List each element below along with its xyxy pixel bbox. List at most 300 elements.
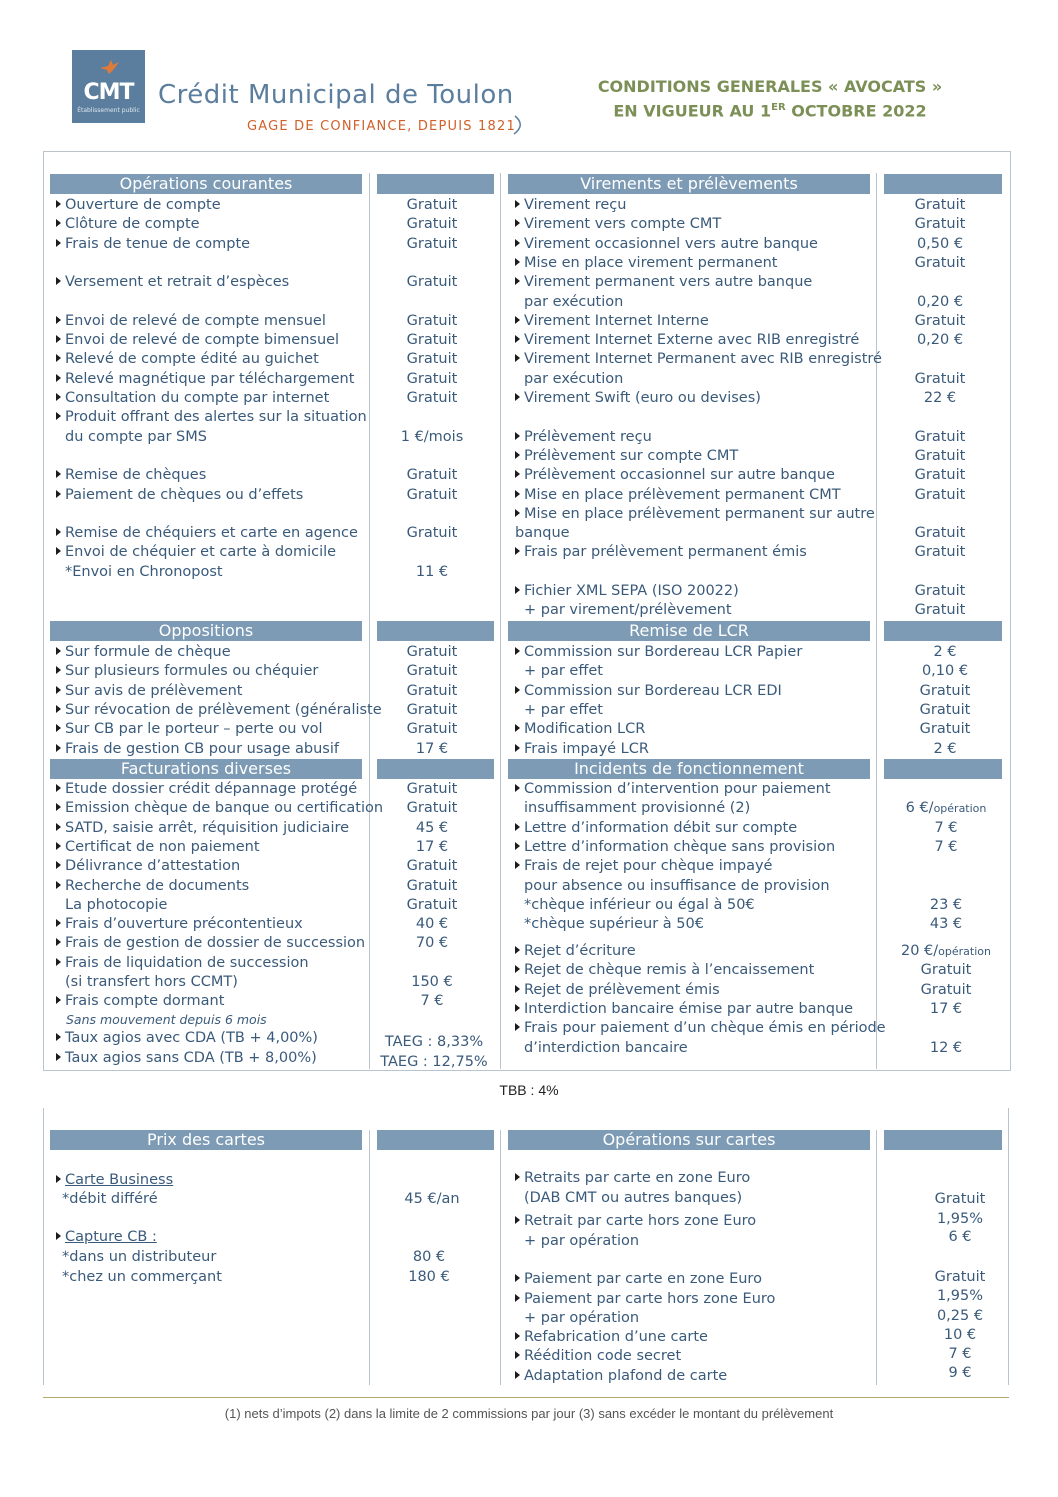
- arrow-icon: [515, 985, 520, 993]
- arrow-icon: [56, 354, 61, 362]
- card-op-label: [515, 1290, 775, 1309]
- fee-value-text: Gratuit: [406, 351, 458, 368]
- arrow-icon: [515, 258, 520, 266]
- arrow-icon: [515, 823, 520, 831]
- fee-label: [56, 992, 224, 1011]
- cmt-logo: [72, 50, 145, 123]
- capture-cb[interactable]: Capture CB :: [56, 1228, 157, 1247]
- fee-value-text: Gratuit: [406, 800, 458, 817]
- fee-label: [515, 273, 812, 292]
- fee-label-text: Commission sur Bordereau LCR Papier: [524, 644, 803, 660]
- fee-value-text: 45 €: [415, 819, 449, 836]
- fee-label-text: Frais de tenue de compte: [65, 235, 251, 252]
- fee-value: [884, 428, 996, 447]
- fee-value-text: Gratuit: [919, 721, 971, 738]
- fee-value: [884, 1000, 1008, 1019]
- fee-value: [377, 486, 487, 505]
- fee-label: [515, 215, 721, 234]
- fee-value: [884, 254, 996, 273]
- footnote: (1) nets d’impots (2) dans la limite de 2 commissions par jour (3) sans excéder le montant du prélèvement: [224, 1406, 834, 1421]
- fee-value: [377, 934, 487, 953]
- fee-label: [56, 915, 303, 934]
- fee-label: [515, 350, 882, 369]
- fee-label: [515, 740, 649, 759]
- arrow-icon: [56, 823, 61, 831]
- fee-value-text: Gratuit: [919, 701, 971, 718]
- fee-label-text: Certificat de non paiement: [65, 838, 260, 855]
- fee-label-text: Remise de chéquiers et carte en agence: [65, 525, 358, 542]
- arrow-icon: [515, 1371, 520, 1379]
- arrow-icon: [515, 784, 520, 792]
- arrow-icon: [56, 528, 61, 536]
- card-op-text: Paiement par carte en zone Euro: [524, 1271, 762, 1287]
- arrow-icon: [515, 470, 520, 478]
- arrow-icon: [515, 1216, 520, 1224]
- fee-label: [56, 370, 354, 389]
- brand-name: Crédit Municipal de Toulon: [158, 80, 514, 110]
- fee-value: [377, 370, 487, 389]
- fee-value-text: 0,50 €: [916, 235, 964, 252]
- fee-value: [377, 643, 487, 662]
- fee-label: [524, 877, 830, 896]
- fee-label-text: Virement Internet Externe avec RIB enregistré: [524, 332, 860, 349]
- fee-label: [56, 701, 382, 720]
- card-op-value: Gratuit: [934, 1191, 986, 1207]
- arrow-icon: [56, 219, 61, 227]
- arrow-icon: [56, 316, 61, 324]
- fee-value: [377, 877, 487, 896]
- swoosh-icon: [512, 114, 528, 136]
- fee-label: [56, 682, 243, 701]
- fee-label-text: Prélèvement reçu: [524, 428, 652, 445]
- fee-value-text: 7 €: [934, 819, 958, 836]
- arrow-icon: [56, 666, 61, 674]
- fee-label: [515, 486, 841, 505]
- fee-label: [515, 838, 835, 857]
- arrow-icon: [56, 374, 61, 382]
- section-remise-lcr: Remise de LCR: [508, 621, 870, 641]
- bird-icon: [98, 58, 120, 76]
- arrow-icon: [515, 647, 520, 655]
- fee-label: [56, 273, 289, 292]
- card-op-label: [515, 1367, 727, 1386]
- card-op-text: Refabrication d’une carte: [524, 1329, 708, 1345]
- fee-value-text: Gratuit: [406, 682, 458, 699]
- fee-label-text: Mise en place virement permanent: [524, 254, 778, 271]
- arrow-icon: [56, 1053, 61, 1061]
- fee-label: [65, 973, 238, 992]
- fee-value-text: Gratuit: [919, 682, 971, 699]
- section-facturations: Facturations diverses: [50, 759, 362, 779]
- section-operations-courantes: Opérations courantes: [50, 174, 362, 194]
- arrow-icon: [515, 1351, 520, 1359]
- conditions-line2: EN VIGUEUR AU 1ER OCTOBRE 2022: [613, 101, 927, 121]
- fee-label: [56, 780, 357, 799]
- tbb-rate: TBB : 4%: [499, 1082, 559, 1098]
- arrow-icon: [56, 547, 61, 555]
- fee-label-text: Lettre d’information débit sur compte: [524, 819, 798, 836]
- fee-label: [524, 370, 623, 389]
- fee-label: [524, 896, 755, 915]
- fee-value: [884, 799, 1008, 818]
- fee-label-text: Frais de rejet pour chèque impayé: [524, 858, 773, 875]
- fee-value-text: 0,10 €: [921, 663, 969, 680]
- fee-value: [377, 915, 487, 934]
- arrow-icon: [515, 724, 520, 732]
- fee-label-text: Frais impayé LCR: [524, 740, 649, 757]
- fee-value: [377, 838, 487, 857]
- fee-value: [884, 389, 996, 408]
- fee-value: [884, 662, 1006, 681]
- arrow-icon: [56, 724, 61, 732]
- fee-value: [377, 740, 487, 759]
- fee-label: [56, 215, 200, 234]
- fee-label-text: par exécution: [524, 370, 624, 387]
- fee-label: [56, 389, 329, 408]
- fee-label: [515, 524, 570, 543]
- fee-label-text: Délivrance d’attestation: [65, 858, 241, 875]
- fee-value: [884, 720, 1006, 739]
- fee-value: [377, 701, 487, 720]
- carte-business[interactable]: Carte Business: [56, 1171, 173, 1190]
- fee-label: [56, 838, 260, 857]
- fee-value-text: Gratuit: [406, 235, 458, 252]
- fee-label-text: Rejet de prélèvement émis: [524, 981, 720, 998]
- arrow-icon: [515, 1332, 520, 1340]
- fee-value-text: Gratuit: [406, 312, 458, 329]
- fee-label-text: SATD, saisie arrêt, réquisition judiciaire: [65, 819, 350, 836]
- fee-label-text: Commission d’intervention pour paiement: [524, 781, 831, 797]
- fee-label: [524, 662, 603, 681]
- fee-value: [884, 1039, 1008, 1058]
- fee-value-text: Gratuit: [406, 370, 458, 387]
- fee-label-text: + par effet: [524, 663, 603, 680]
- fee-value-text: Gratuit: [914, 583, 966, 599]
- fee-label-text: + par virement/prélèvement: [524, 602, 732, 619]
- fee-label-text: Frais pour paiement d’un chèque émis en période: [524, 1020, 886, 1037]
- fee-value-text: 40 €: [415, 916, 449, 933]
- fee-label-text: Sur avis de prélèvement: [65, 682, 243, 699]
- fee-value: [377, 428, 487, 447]
- fee-value: [884, 370, 996, 389]
- logo-subtitle: Établissement public: [77, 107, 140, 114]
- fee-value-text: 20 €/: [901, 943, 939, 959]
- fee-label: [515, 582, 739, 601]
- fee-label-text: Frais d’ouverture précontentieux: [65, 916, 303, 933]
- fee-value-text: Gratuit: [406, 332, 458, 349]
- arrow-icon: [56, 919, 61, 927]
- fee-label-text: Lettre d’information chèque sans provision: [524, 838, 836, 855]
- arrow-icon: [56, 881, 61, 889]
- fee-label: [515, 780, 831, 799]
- fee-label: [524, 293, 623, 312]
- section-virements: Virements et prélèvements: [508, 174, 870, 194]
- fee-label: [515, 643, 802, 662]
- fee-value: [884, 235, 996, 254]
- arrow-icon: [515, 842, 520, 850]
- fee-value-text: 7 €: [934, 838, 958, 855]
- section-oppositions: Oppositions: [50, 621, 362, 641]
- card-op-label: [524, 1232, 639, 1251]
- fee-label: [65, 563, 223, 582]
- fee-label-text: Ouverture de compte: [65, 197, 221, 213]
- fee-label: [56, 643, 231, 662]
- fee-label: [515, 389, 761, 408]
- fee-value: [377, 992, 487, 1011]
- fee-label: [56, 934, 365, 953]
- fee-label: [515, 466, 835, 485]
- fee-label: [515, 543, 807, 562]
- fee-label: [56, 662, 318, 681]
- fee-label-text: Recherche de documents: [65, 877, 250, 894]
- fee-value: [377, 215, 487, 234]
- fee-value-text: 2 €: [933, 644, 957, 660]
- arrow-icon: [515, 586, 520, 594]
- fee-label: [56, 486, 303, 505]
- capture-item-value: 180 €: [408, 1268, 450, 1285]
- section-incidents: Incidents de fonctionnement: [508, 759, 870, 779]
- fee-value: [884, 896, 1008, 915]
- fee-label: [56, 331, 339, 350]
- conditions-title: [570, 76, 970, 121]
- fee-value: [884, 643, 1006, 662]
- fee-label: [515, 720, 645, 739]
- arrow-icon: [515, 509, 520, 517]
- card-op-value: 1,95%: [936, 1211, 984, 1227]
- fee-label: [56, 857, 240, 876]
- dormant-note: Sans mouvement depuis 6 mois: [66, 1012, 267, 1027]
- fee-label-text: Virement permanent vers autre banque: [524, 274, 813, 291]
- fee-value-text: Gratuit: [406, 877, 458, 894]
- fee-label-text: Produit offrant des alertes sur la situation: [65, 409, 367, 426]
- fee-label-text: Modification LCR: [524, 721, 646, 738]
- fee-label-text: Virement Swift (euro ou devises): [524, 390, 761, 406]
- fee-value: [377, 819, 487, 838]
- tagline: GAGE DE CONFIANCE, DEPUIS 1821: [247, 119, 516, 134]
- agios-label-text: Taux agios sans CDA (TB + 8,00%): [65, 1050, 317, 1066]
- fee-label-text: Sur plusieurs formules ou chéquier: [65, 663, 319, 680]
- fee-label: [515, 1000, 853, 1019]
- agios-label: [56, 1029, 318, 1048]
- fee-label-text: Frais de gestion CB pour usage abusif: [65, 740, 339, 757]
- fee-value: [377, 799, 487, 818]
- fee-value-text: Gratuit: [914, 447, 966, 464]
- fee-label-text: Rejet d’écriture: [524, 943, 636, 959]
- fee-value-text: Gratuit: [914, 370, 966, 387]
- card-op-label: [524, 1309, 639, 1328]
- fee-value-text: 43 €: [929, 916, 963, 933]
- fee-label-text: Fichier XML SEPA (ISO 20022): [524, 583, 739, 599]
- fee-value: [884, 466, 996, 485]
- arrow-icon: [56, 842, 61, 850]
- fee-value: [884, 196, 996, 215]
- fee-label: [56, 954, 309, 973]
- fee-value-text: Gratuit: [406, 858, 458, 875]
- section-operations-cartes: Opérations sur cartes: [508, 1130, 870, 1150]
- fee-label-text: pour absence ou insuffisance de provision: [524, 877, 830, 894]
- fee-label: [56, 408, 367, 427]
- fee-value-text: Gratuit: [406, 701, 458, 718]
- fee-value: [377, 662, 487, 681]
- fee-label-text: Clôture de compte: [65, 216, 200, 233]
- arrow-icon: [56, 200, 61, 208]
- fee-label-text: Virement Internet Permanent avec RIB enregistré: [524, 351, 882, 368]
- fee-value: [884, 543, 996, 562]
- fee-label-text: *chèque supérieur à 50€: [524, 916, 704, 933]
- arrow-icon: [515, 1023, 520, 1031]
- fee-label-text: Versement et retrait d’espèces: [65, 274, 290, 291]
- fee-label-text: banque: [515, 525, 570, 542]
- fee-label: [515, 682, 782, 701]
- fee-label: [65, 896, 167, 915]
- fee-value-text: Gratuit: [914, 544, 966, 561]
- arrow-icon: [515, 219, 520, 227]
- fee-value-text: Gratuit: [406, 721, 458, 738]
- arrow-icon: [515, 1173, 520, 1181]
- card-op-label: [515, 1328, 708, 1347]
- fee-value-text: Gratuit: [914, 197, 966, 213]
- fee-value-text: 17 €: [415, 740, 449, 757]
- fee-label-text: du compte par SMS: [65, 428, 207, 445]
- arrow-icon: [56, 938, 61, 946]
- fee-value: [884, 447, 996, 466]
- fee-value: [377, 466, 487, 485]
- fee-label: [515, 312, 709, 331]
- card-op-label: [515, 1270, 762, 1289]
- fee-value: [377, 857, 487, 876]
- arrow-icon: [515, 965, 520, 973]
- fee-label: [524, 915, 704, 934]
- carte-business-sub: *débit différé: [62, 1191, 158, 1207]
- card-op-value: 6 €: [948, 1229, 972, 1245]
- arrow-icon: [56, 393, 61, 401]
- card-op-text: Paiement par carte hors zone Euro: [524, 1291, 776, 1307]
- card-op-value: 10 €: [943, 1327, 977, 1343]
- fee-value-text: Gratuit: [406, 781, 458, 797]
- fee-value: [884, 915, 1008, 934]
- agios-label-text: Taux agios avec CDA (TB + 4,00%): [65, 1030, 318, 1046]
- fee-value: [884, 942, 1008, 961]
- fee-value-text: Gratuit: [914, 312, 966, 329]
- fee-value-text: Gratuit: [406, 467, 458, 484]
- fee-label: [56, 466, 206, 485]
- fee-label-text: Frais par prélèvement permanent émis: [524, 544, 807, 561]
- fee-value: [884, 524, 996, 543]
- fee-label-text: Virement Internet Interne: [524, 312, 709, 329]
- fee-label-text: Frais compte dormant: [65, 993, 225, 1010]
- fee-value-text: 0,20 €: [916, 293, 964, 310]
- card-op-value: 9 €: [948, 1365, 972, 1381]
- card-op-label: [515, 1347, 681, 1366]
- fee-value: [884, 981, 1008, 1000]
- fee-value-text: 22 €: [923, 390, 957, 406]
- card-op-value: 0,25 €: [936, 1308, 984, 1324]
- arrow-icon: [515, 432, 520, 440]
- card-op-label: [515, 1169, 750, 1188]
- fee-value: [377, 563, 487, 582]
- fee-value-text: 70 €: [415, 935, 449, 952]
- fee-label-text: Prélèvement occasionnel sur autre banque: [524, 467, 835, 484]
- fee-label: [515, 857, 772, 876]
- fee-label: [56, 877, 249, 896]
- arrow-icon: [515, 1274, 520, 1282]
- fee-value-text: Gratuit: [406, 896, 458, 913]
- arrow-icon: [56, 277, 61, 285]
- fee-value: [377, 350, 487, 369]
- fee-label-text: + par effet: [524, 701, 603, 718]
- arrow-icon: [56, 705, 61, 713]
- capture-item-label: *dans un distributeur: [62, 1249, 217, 1265]
- fee-value: [884, 312, 996, 331]
- fee-value: [884, 486, 996, 505]
- card-op-text: Adaptation plafond de carte: [524, 1368, 728, 1384]
- fee-value-text: Gratuit: [920, 981, 972, 998]
- arrow-icon: [56, 803, 61, 811]
- fee-label-text: Prélèvement sur compte CMT: [524, 447, 739, 464]
- arrow-icon: [56, 958, 61, 966]
- fee-value: [377, 331, 487, 350]
- fee-label-text: Commission sur Bordereau LCR EDI: [524, 682, 782, 699]
- fee-label-text: Etude dossier crédit dépannage protégé: [65, 781, 358, 797]
- capture-item-label: *chez un commerçant: [62, 1268, 222, 1285]
- fee-label: [515, 819, 797, 838]
- arrow-icon: [515, 490, 520, 498]
- fee-label-text: Relevé de compte édité au guichet: [65, 351, 319, 368]
- fee-value-text: Gratuit: [406, 486, 458, 503]
- fee-label: [524, 601, 732, 620]
- fee-value-text: 17 €: [415, 838, 449, 855]
- fee-label: [515, 1019, 886, 1038]
- fee-label: [524, 1039, 688, 1058]
- fee-label: [56, 720, 323, 739]
- arrow-icon: [56, 861, 61, 869]
- fee-label-text: Consultation du compte par internet: [65, 390, 330, 406]
- logo-text: CMT: [83, 80, 134, 105]
- card-op-value: Gratuit: [934, 1269, 986, 1285]
- fee-label: [56, 524, 358, 543]
- fee-value-text: 7 €: [420, 993, 444, 1010]
- fee-value: [377, 682, 487, 701]
- fee-label: [56, 235, 250, 254]
- fee-value-text: Gratuit: [406, 390, 458, 406]
- fee-value-text: 0,20 €: [916, 332, 964, 349]
- fee-value-text: Gratuit: [406, 197, 458, 213]
- fee-value: [377, 196, 487, 215]
- fee-label-text: Sur révocation de prélèvement (généraliste: [65, 701, 382, 718]
- conditions-line1: CONDITIONS GENERALES « AVOCATS »: [597, 77, 943, 96]
- fee-label: [515, 235, 818, 254]
- fee-value-text: 1 €/mois: [400, 428, 464, 445]
- fee-value-text: 23 €: [929, 896, 963, 913]
- card-op-label: [515, 1212, 756, 1231]
- fee-label-text: Relevé magnétique par téléchargement: [65, 370, 355, 387]
- arrow-icon: [515, 393, 520, 401]
- fee-label-text: *Envoi en Chronopost: [65, 563, 223, 580]
- arrow-icon: [515, 744, 520, 752]
- card-op-text: Réédition code secret: [524, 1348, 682, 1364]
- fee-value: [884, 331, 996, 350]
- arrow-icon: [515, 686, 520, 694]
- fee-value-text: Gratuit: [914, 486, 966, 503]
- fee-label-text: Remise de chèques: [65, 467, 207, 484]
- fee-label: [515, 447, 738, 466]
- fee-label: [515, 254, 778, 273]
- fee-value-text: Gratuit: [406, 644, 458, 660]
- fee-value-text: Gratuit: [920, 962, 972, 979]
- fee-value-text: 17 €: [929, 1000, 963, 1017]
- fee-value-text: Gratuit: [914, 602, 966, 619]
- fee-label-text: Mise en place prélèvement permanent CMT: [524, 486, 841, 503]
